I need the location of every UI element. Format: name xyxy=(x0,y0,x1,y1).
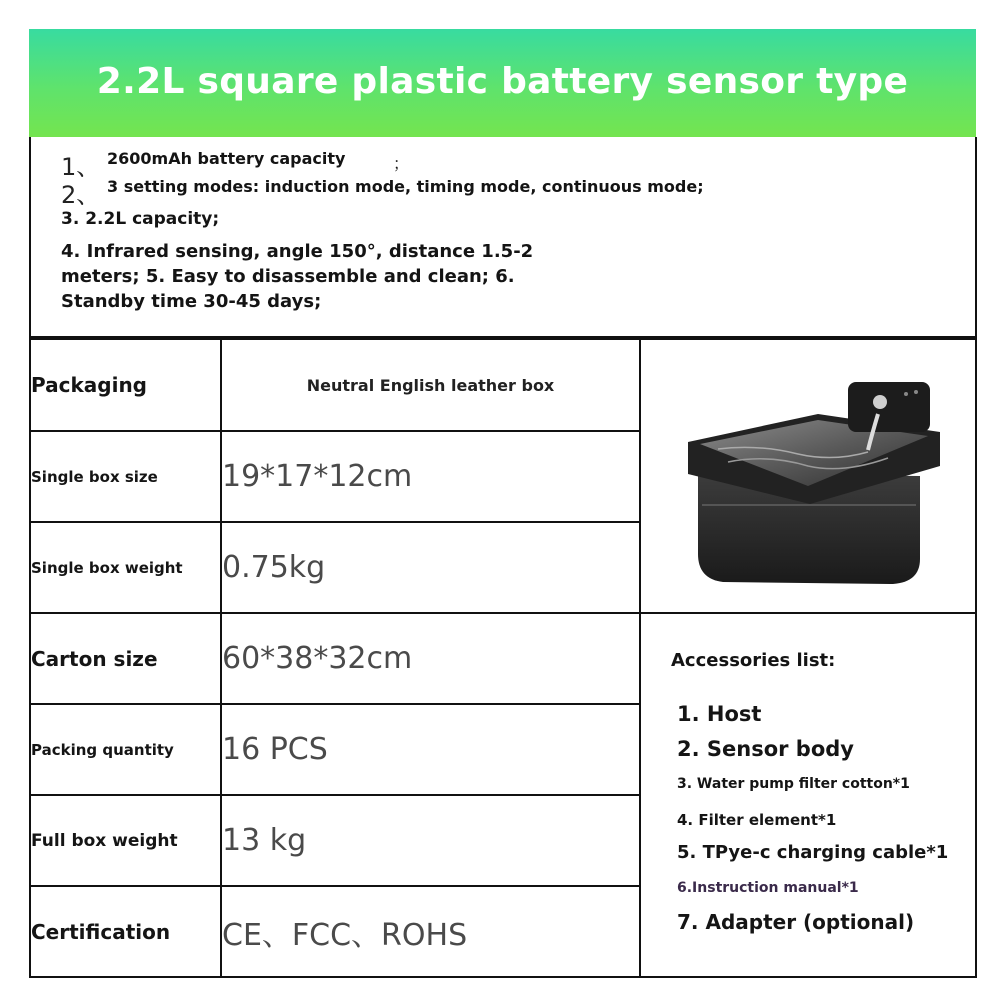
spec-label-single-box-weight: Single box weight xyxy=(30,522,221,613)
title-banner xyxy=(29,29,976,137)
pet-fountain-image xyxy=(658,354,958,594)
spec-value-single-box-size: 19*17*12cm xyxy=(221,431,640,522)
list-item: 2. Sensor body xyxy=(677,737,854,761)
spec-label-carton-size: Carton size xyxy=(30,613,221,704)
accessories-title: Accessories list: xyxy=(671,650,836,671)
page-title: 2.2L square plastic battery sensor type xyxy=(96,60,909,102)
spec-label-packing-quantity: Packing quantity xyxy=(30,704,221,795)
feature-1-tail: ； xyxy=(393,154,410,173)
spec-value-single-box-weight: 0.75kg xyxy=(221,522,640,613)
feature-2-number: 2、 xyxy=(61,181,101,209)
spec-table xyxy=(29,338,977,978)
list-item: 5. TPye-c charging cable*1 xyxy=(677,842,949,863)
list-item: 4. Filter element*1 xyxy=(677,811,837,829)
feature-1-number: 1、 xyxy=(61,153,101,181)
list-item: 1. Host xyxy=(677,702,762,726)
table-row xyxy=(30,339,976,431)
spec-value-full-box-weight: 13 kg xyxy=(221,795,640,886)
accessories-cell xyxy=(640,613,976,977)
feature-3: 3. 2.2L capacity; xyxy=(61,209,220,229)
accessories-list xyxy=(641,614,975,976)
spec-label-single-box-size: Single box size xyxy=(30,431,221,522)
spec-value-carton-size: 60*38*32cm xyxy=(221,613,640,704)
spec-label-packaging: Packaging xyxy=(30,339,221,431)
product-image-cell xyxy=(640,339,976,613)
spec-value-certification: CE、FCC、ROHS xyxy=(221,886,640,977)
spec-label-certification: Certification xyxy=(30,886,221,977)
list-item: 3. Water pump filter cotton*1 xyxy=(677,776,910,792)
list-item: 7. Adapter (optional) xyxy=(677,910,915,934)
feature-4-6: 4. Infrared sensing, angle 150°, distance 1.5-2 meters; 5. Easy to disassemble and clean; 6. Standby time 30-45 days; xyxy=(61,241,534,312)
features-box xyxy=(29,137,977,338)
spec-value-packaging: Neutral English leather box xyxy=(221,339,640,431)
feature-1-text: 2600mAh battery capacity xyxy=(107,149,346,168)
spec-label-full-box-weight: Full box weight xyxy=(30,795,221,886)
table-row xyxy=(30,613,976,704)
spec-value-packing-quantity: 16 PCS xyxy=(221,704,640,795)
list-item: 6.Instruction manual*1 xyxy=(677,880,859,896)
feature-2-text: 3 setting modes: induction mode, timing mode, continuous mode; xyxy=(107,177,704,196)
